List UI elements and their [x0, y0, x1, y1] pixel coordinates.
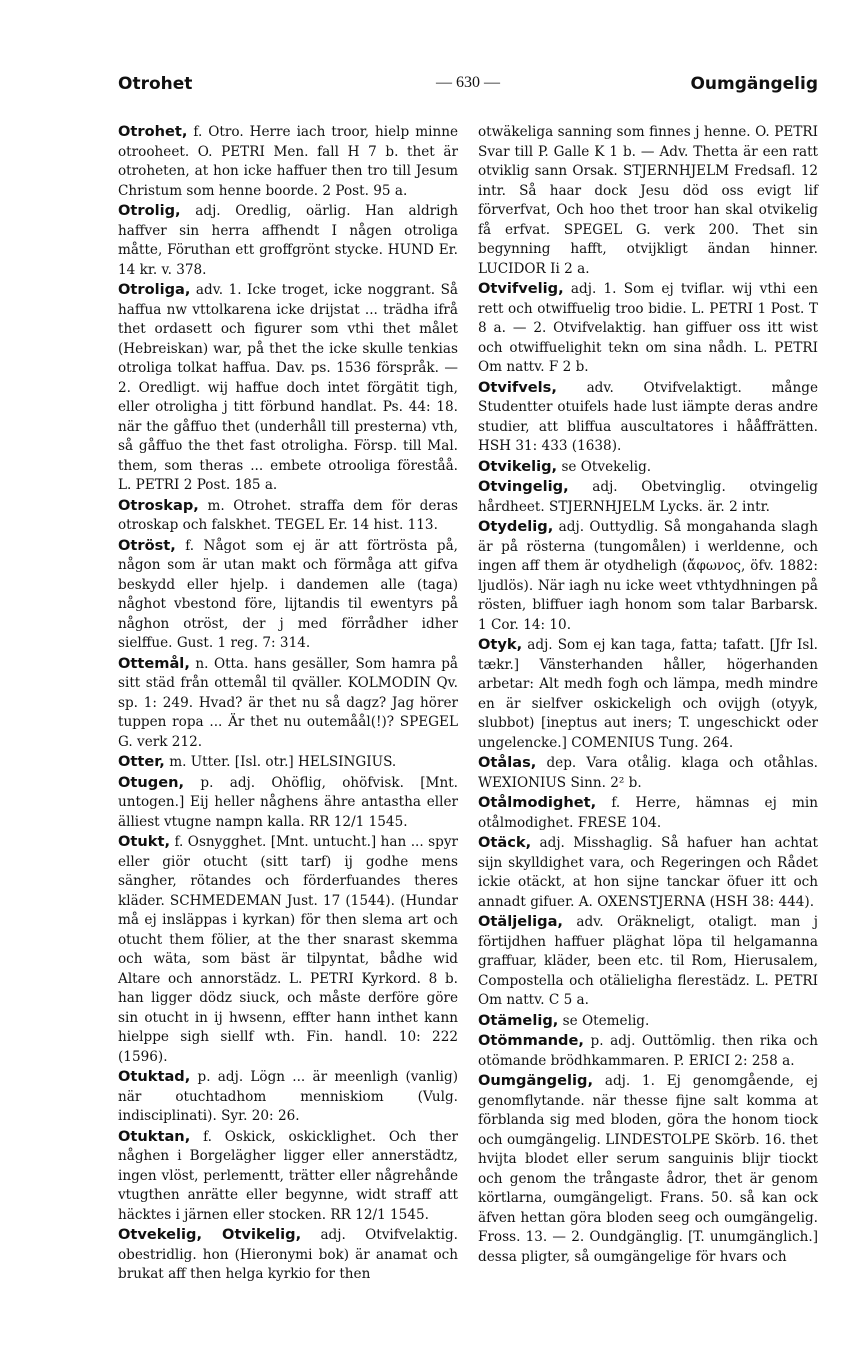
dictionary-entry: [118, 201, 458, 280]
left-column: [118, 122, 458, 1285]
header-last-word: Oumgängelig: [690, 74, 818, 94]
definition: se Otvekelig.: [561, 458, 652, 475]
definition: adj. Som ej kan taga, fatta; tafatt. [Jfr Isl. tækr.] Vänsterhanden håller, högerhanden arbetar: Alt medh fogh och lämpa, medh mindre en är sielfver oskickeligh och ovijgh (otyyk, slubbot) [ineptus aut iners; T. ungeschickt oder ungelencke.] COMENIUS Tung. 264.: [478, 637, 818, 751]
headword: Otter,: [118, 753, 165, 770]
definition: adv. Oräkneligt, otaligt. man j förtijdhen haffuer pläghat löpa til helgamanna graffuar, kläder, been etc. til Rom, Hierusalem, Compostella och otälieligha flerestädz. L. PETRI Om nattv. C 5 a.: [478, 914, 818, 1008]
dictionary-entry: [478, 753, 818, 793]
headword: Otroliga,: [118, 281, 191, 298]
headword: Otvifvelig,: [478, 280, 564, 297]
headword: Ottemål,: [118, 654, 190, 672]
headword: Otugen,: [118, 773, 185, 791]
definition: p. adj. Lögn ... är meenligh (vanlig) när otuchtadhom menniskiom (Vulg. indisciplinati). Syr. 20: 26.: [118, 1069, 458, 1124]
headword: Otvingelig,: [478, 478, 569, 495]
definition: adj. 1. Som ej tviflar. wij vthi een rett och otwiffuelig troo bidie. L. PETRI 1 Post. T 8 a. — 2. Otvifvelaktig. han giffuer oss itt wist och otwiffuelighit tekn om sina nådh. L. PETRI Om nattv. F 2 b.: [478, 281, 818, 375]
definition: adj. Obetvinglig. otvingelig hårdheet. STJERNHJELM Lycks. är. 2 intr.: [478, 479, 818, 515]
definition: p. adj. Outtömlig. then rika och otömande brödhkammaren. P. ERICI 2: 258 a.: [478, 1033, 818, 1069]
dictionary-entry: [118, 752, 458, 773]
page-header: [118, 74, 818, 102]
headword: Otukt,: [118, 833, 170, 850]
definition: otwäkeliga sanning som finnes j henne. O. PETRI Svar till P. Galle K 1 b. — Adv. Thetta är een ratt otviklig sann Orsak. STJERNHJELM Fredsafl. 12 intr. Så haar dock Jesu död oss evigt lif förverfvat, Och hoo thet troor han skal otvikelig få erfvat. SPEGEL G. verk 200. Thet sin begynning hafft, otvijkligt ändan hinner. LUCIDOR Ii 2 a.: [478, 124, 818, 277]
headword: Otäljeliga,: [478, 913, 563, 930]
headword: Otålas,: [478, 754, 537, 771]
headword: Otyk,: [478, 636, 523, 653]
definition: n. Otta. hans gesäller, Som hamra på sitt städ från ottemål til qväller. KOLMODIN Qv. sp. 1: 249. Hvad? är thet nu så dagz? Jag hörer tuppen ropa ... Är thet nu outemåål(!)? SPEGEL G. verk 212.: [118, 655, 458, 750]
page-number: — 630 —: [436, 74, 500, 91]
definition: m. Otrohet. straffa dem för deras otroskap och falskhet. TEGEL Er. 14 hist. 113.: [118, 497, 459, 533]
headword: Otvifvels,: [478, 378, 557, 396]
dictionary-entry: [118, 536, 458, 654]
dictionary-entry: [478, 793, 818, 833]
definition: f. Otro. Herre iach troor, hielp minne otrooheet. O. PETRI Men. fall H 7 b. thet är otroheten, at hon icke haffuer then tro till Jesum Christum som henne boorde. 2 Post. 95 a.: [118, 124, 458, 199]
dictionary-entry: [118, 1225, 458, 1285]
headword: Otroskap,: [118, 496, 199, 514]
definition: dep. Vara otålig. klaga och otåhlas. WEXIONIUS Sinn. 2² b.: [478, 755, 818, 791]
definition: adj. Otvifvelaktig. obestridlig. hon (Hieronymi bok) är anamat och brukat aff then helga kyrkio for then: [118, 1227, 458, 1282]
definition: m. Utter. [Isl. otr.] HELSINGIUS.: [169, 754, 397, 770]
dictionary-entry: [478, 517, 818, 635]
dictionary-entry: [118, 832, 458, 1067]
dictionary-entry: [118, 496, 458, 536]
dictionary-entry: [118, 1067, 458, 1127]
definition: f. Oskick, oskicklighet. Och ther någhen i Borgelägher ligger eller annerstädtz, ingen vlöst, perlementt, trätter eller någrehånde vtugthen anrätte eller begynne, widt straff att häcktes i järnen eller stocken. RR 12/1 1545.: [118, 1128, 458, 1223]
headword: Otålmodighet,: [478, 794, 597, 811]
dictionary-entry: [478, 477, 818, 517]
dictionary-entry: [478, 833, 818, 912]
definition: adj. Outtydlig. Så mongahanda slagh är på rösterna (tungomålen) i werldenne, och ingen aff them är otydheligh (ἄφωνος, öfv. 1882: ljudlös). När iagh nu icke weet vthtydhningen på rösten, bliffuer iagh honom som talar Barbarsk. 1 Cor. 14: 10.: [478, 519, 818, 633]
definition: adj. Oredlig, oärlig. Han aldrigh haffver sin herra affhendt I någen otroliga måtte, Föruthan ett groffgrönt stycke. HUND Er. 14 kr. v. 378.: [118, 203, 458, 278]
header-first-word: Otrohet: [118, 74, 193, 94]
definition: f. Något som ej är att förtrösta på, någon som är utan makt och förmåga att gifva beskydd eller hjelp. i dandemen alle (taga) någhot vbestond före, lijtandis til ewentyrs på någhon otröst, der j med förrådher idher sielffue. Gust. 1 reg. 7: 314.: [118, 537, 458, 651]
headword: Otrolig,: [118, 202, 181, 219]
headword: Otömmande,: [478, 1032, 584, 1049]
dictionary-entry: [478, 457, 818, 478]
headword: Otuktan,: [118, 1127, 191, 1145]
dictionary-entry: [118, 654, 458, 753]
definition: f. Osnygghet. [Mnt. untucht.] han ... spyr eller giör otucht (sitt tarf) ij godhe mens sängher, rötandes och förderfuandes theres kläder. SCHMEDEMAN Just. 17 (1544). (Hundar må ej insläppas i kyrkan) för then slema art och otucht them fölier, at the ther snarast skemma och wäta, som bäst är tilpyntat, bådhe wid Altare och annorstädz. L. PETRI Kyrkord. 8 b. han ligger dödz siuck, och måste derföre göre sin otucht in ij hwsenn, effter hann inthet kann hielppe sigh siellf wth. Fin. handl. 10: 222 (1596).: [118, 834, 458, 1065]
headword: Otäck,: [478, 834, 532, 851]
definition: p. adj. Ohöflig, ohöfvisk. [Mnt. untogen.] Eij heller någhens ähre antastha eller älliest vtugne nampn kalla. RR 12/1 1545.: [118, 774, 458, 830]
headword: Otröst,: [118, 536, 176, 554]
headword: Oumgängelig,: [478, 1072, 594, 1089]
headword: Otvikelig,: [478, 457, 558, 475]
definition: f. Herre, hämnas ej min otålmodighet. FRESE 104.: [478, 795, 818, 831]
dictionary-entry: [118, 773, 458, 833]
headword: Otuktad,: [118, 1068, 191, 1085]
definition: adj. Misshaglig. Så hafuer han achtat sijn skylldighet vara, och Regeringen och Rådet ickie otäckt, at hon sijne tanckar öfuer itt och annadt gifuer. A. OXENSTJERNA (HSH 38: 444).: [478, 835, 818, 910]
headword: Otrohet,: [118, 123, 188, 140]
dictionary-entry-continued: [478, 122, 818, 279]
dictionary-entry: [478, 1071, 818, 1267]
right-column: [478, 122, 818, 1267]
definition: adv. Otvifvelaktigt. månge Studentter otuifels hade lust iämpte deras andre studier, att bliffua auscultatores i hååffrätten. HSH 31: 433 (1638).: [478, 379, 818, 454]
dictionary-entry: [478, 378, 818, 457]
dictionary-entry: [478, 635, 818, 753]
dictionary-entry: [118, 280, 458, 496]
dictionary-entry: [118, 122, 458, 201]
headword: Otydelig,: [478, 518, 554, 535]
definition: adv. 1. Icke troget, icke noggrant. Så haffua nw vttolkarena icke drijstat ... trädha ifrå thet ordasett och figurer som vthi thet målet (Hebreiskan) war, på thet the icke skulle tenkias otroliga tolkat haffua. Dav. ps. 1536 förspråk. — 2. Oredligt. wij haffue doch intet förgätit tigh, eller otroligha j titt förbund handlat. Ps. 44: 18. när the gåffuo thet (underhåll till presterna) vth, så gåffuo the thet fast otroligha. Försp. till Mal. them, som theras ... embete otrooliga föreståå. L. PETRI 2 Post. 185 a.: [118, 282, 458, 493]
dictionary-entry: [478, 1031, 818, 1071]
dictionary-entry: [478, 1011, 818, 1032]
definition: se Otemelig.: [562, 1012, 650, 1029]
headword: Otvekelig, Otvikelig,: [118, 1226, 302, 1243]
dictionary-entry: [118, 1127, 458, 1226]
dictionary-entry: [478, 912, 818, 1011]
definition: adj. 1. Ej genomgående, ej genomflytande. när thesse fijne salt komma at förblanda sig med bloden, göra the honom tiock och oumgängelig. LINDESTOLPE Skörb. 16. thet hvijta blodet eller serum sanguinis blijr tiockt och genom the trångaste ådror, thet är genom körtlarna, oumgängeligt. Frans. 50. så kan ock äfven hettan göra bloden seeg och oumgängelig. Fross. 13. — 2. Oundgänglig. [T. unumgänglich.] dessa pligter, så oumgängelige för hvars och: [478, 1073, 818, 1265]
headword: Otämelig,: [478, 1011, 559, 1029]
dictionary-entry: [478, 279, 818, 378]
